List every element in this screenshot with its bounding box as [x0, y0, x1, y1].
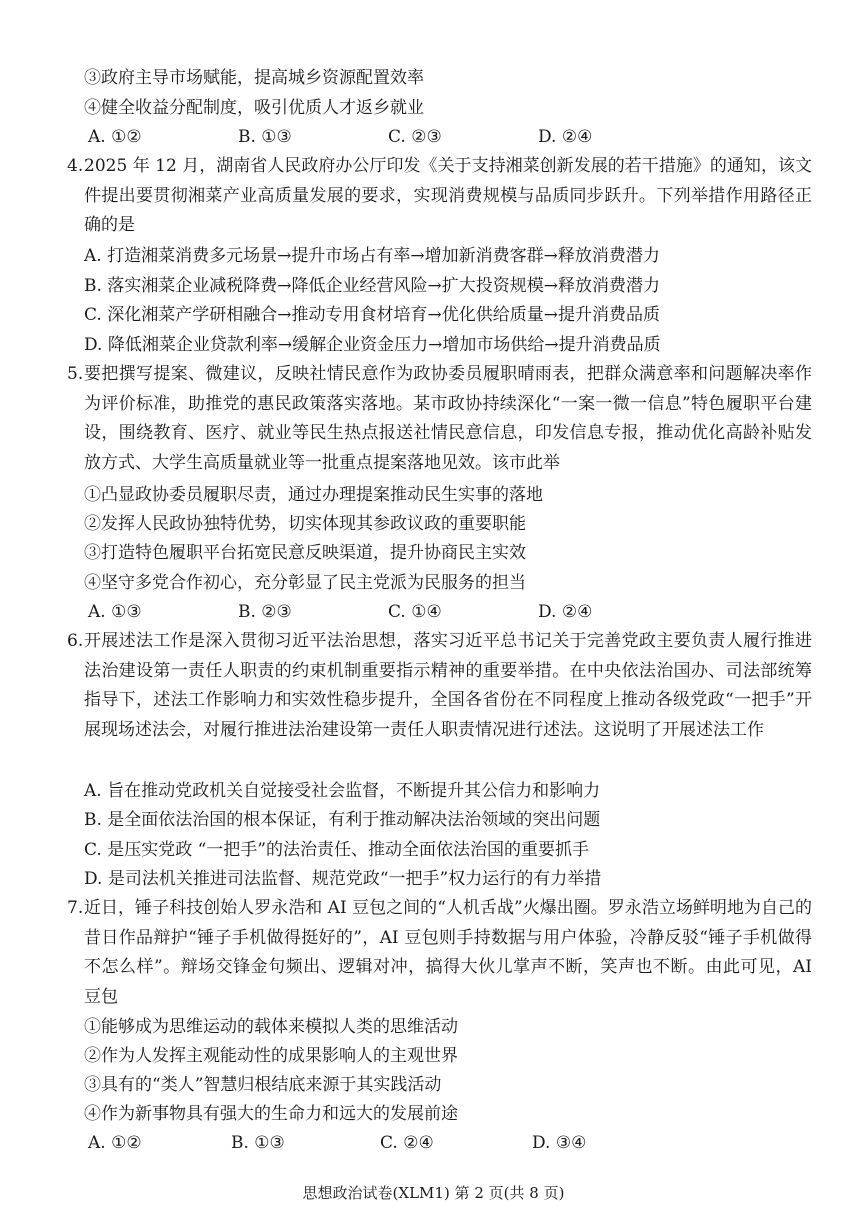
q3-option-a: A. ①②	[88, 127, 142, 147]
q5-option-d: D. ②④	[538, 602, 593, 622]
q6-option-b: B. 是全面依法治国的根本保证，有利于推动解决法治领域的突出问题	[84, 810, 601, 830]
q7-number: 7.	[67, 898, 84, 918]
q5-item-2: ②发挥人民政协独特优势，切实体现其参政议政的重要职能	[84, 514, 526, 534]
q5-number: 5.	[67, 364, 84, 384]
q3-option-d: D. ②④	[538, 127, 593, 147]
q7-option-a: A. ①②	[88, 1133, 142, 1153]
q7-item-2: ②作为人发挥主观能动性的成果影响人的主观世界	[84, 1046, 458, 1066]
q3-option-b: B. ①③	[238, 127, 292, 147]
q7-option-b: B. ①③	[231, 1133, 285, 1153]
q4-option-c: C. 深化湘菜产学研相融合→推动专用食材培育→优化供给质量→提升消费品质	[84, 305, 660, 325]
q7-item-4: ④作为新事物具有强大的生命力和远大的发展前途	[84, 1104, 458, 1124]
q5-stem: 要把撰写提案、微建议，反映社情民意作为政协委员履职晴雨表，把群众满意率和问题解决率作为评价标准，助推党的惠民政策落实落地。某市政协持续深化“一案一微一信息”特色履职平台建设，围绕教育、医疗、就业等民生热点报送社情民意信息，印发信息专报，推动优化高龄补贴发放方式、大学生高质量就业等一批重点提案落地见效。该市此举	[84, 364, 812, 473]
page-footer: 思想政治试卷(XLM1) 第 2 页(共 8 页)	[302, 1184, 565, 1202]
q7-option-d: D. ③④	[532, 1133, 587, 1153]
q4-stem: 2025 年 12 月，湖南省人民政府办公厅印发《关于支持湘菜创新发展的若干措施》的通知，该文件提出要贯彻湘菜产业高质量发展的要求，实现消费规模与品质同步跃升。下列举措作用路径正确的是	[84, 156, 812, 235]
q4-option-d: D. 降低湘菜企业贷款利率→缓解企业资金压力→增加市场供给→提升消费品质	[84, 335, 661, 355]
q3-option-c: C. ②③	[388, 127, 442, 147]
q3-item-4: ④健全收益分配制度，吸引优质人才返乡就业	[84, 98, 424, 118]
q6-option-d: D. 是司法机关推进司法监督、规范党政“一把手”权力运行的有力举措	[84, 869, 602, 889]
q4-option-b: B. 落实湘菜企业减税降费→降低企业经营风险→扩大投资规模→释放消费潜力	[84, 276, 661, 296]
q6-stem: 开展述法工作是深入贯彻习近平法治思想，落实习近平总书记关于完善党政主要负责人履行推进法治建设第一责任人职责的约束机制重要指示精神的重要举措。在中央依法治国办、司法部统筹指导下，述法工作影响力和实效性稳步提升，全国各省份在不同程度上推动各级党政“一把手”开展现场述法会，对履行推进法治建设第一责任人职责情况进行述法。这说明了开展述法工作	[84, 631, 812, 740]
q5-item-4: ④坚守多党合作初心，充分彰显了民主党派为民服务的担当	[84, 573, 526, 593]
q4-number: 4.	[67, 156, 84, 176]
q5-option-c: C. ①④	[388, 602, 442, 622]
q7-stem: 近日，锤子科技创始人罗永浩和 AI 豆包之间的“人机舌战”火爆出圈。罗永浩立场鲜明地为自己的昔日作品辩护“锤子手机做得挺好的”，AI 豆包则手持数据与用户体验，冷静反驳“锤子手机做得不怎么样”。辩场交锋金句频出、逻辑对冲，搞得大伙儿掌声不断，笑声也不断。由此可见，AI 豆包	[84, 898, 812, 1007]
q6-number: 6.	[67, 631, 84, 651]
q5-item-3: ③打造特色履职平台拓宽民意反映渠道，提升协商民主实效	[84, 543, 526, 563]
q6-option-a: A. 旨在推动党政机关自觉接受社会监督，不断提升其公信力和影响力	[84, 781, 601, 801]
q7-option-c: C. ②④	[380, 1133, 434, 1153]
q3-item-3: ③政府主导市场赋能，提高城乡资源配置效率	[84, 68, 424, 88]
q5-item-1: ①凸显政协委员履职尽责，通过办理提案推动民生实事的落地	[84, 485, 543, 505]
q4-option-a: A. 打造湘菜消费多元场景→提升市场占有率→增加新消费客群→释放消费潜力	[84, 246, 660, 266]
q6-option-c: C. 是压实党政 “一把手”的法治责任、推动全面依法治国的重要抓手	[84, 840, 589, 860]
q7-item-1: ①能够成为思维运动的载体来模拟人类的思维活动	[84, 1017, 458, 1037]
q5-option-b: B. ②③	[238, 602, 292, 622]
q5-option-a: A. ①③	[88, 602, 142, 622]
q7-item-3: ③具有的“类人”智慧归根结底来源于其实践活动	[84, 1075, 442, 1095]
